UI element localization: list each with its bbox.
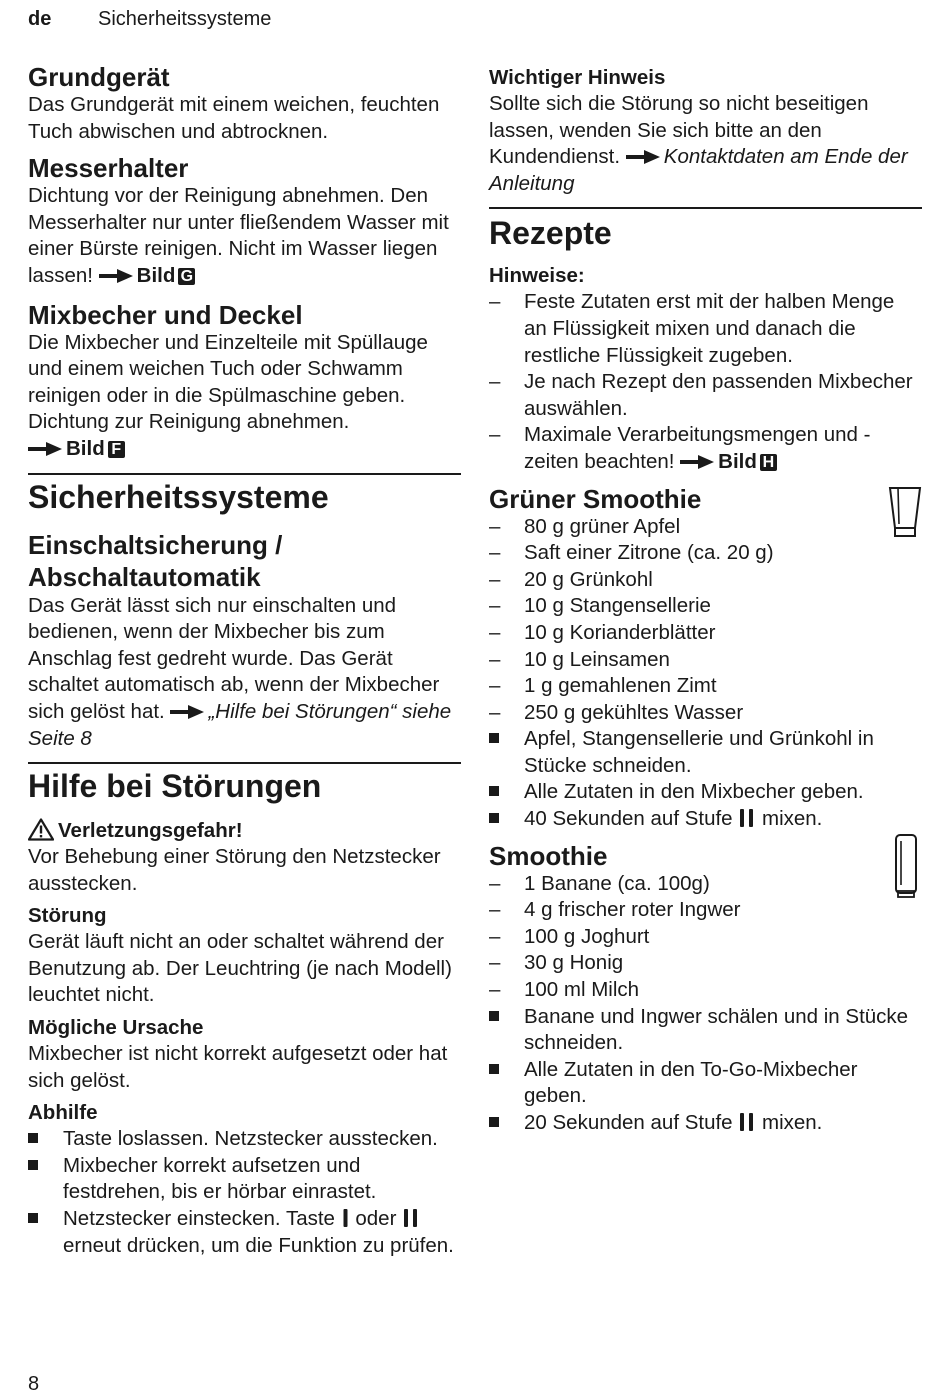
bullet-square-icon — [489, 1011, 499, 1021]
figure-letter-g: G — [178, 268, 195, 285]
list-item: – 10 g Stangensellerie — [489, 594, 711, 618]
language-code: de — [28, 8, 52, 30]
figure-letter-f: F — [108, 441, 125, 458]
page-number: 8 — [28, 1373, 40, 1395]
bullet-square-icon — [489, 786, 499, 796]
bullet-square-icon — [28, 1213, 38, 1223]
list-item: – Saft einer Zitrone (ca. 20 g) — [489, 541, 774, 565]
heading-wichtiger-hinweis: Wichtiger Hinweis — [489, 66, 666, 89]
list-item: – 80 g grüner Apfel — [489, 514, 681, 538]
arrow-right-icon — [680, 455, 714, 469]
abhilfe-step-3-part-b: oder — [355, 1207, 397, 1231]
list-item: – 1 g gemahlenen Zimt — [489, 674, 717, 698]
text-stoerung: Gerät läuft nicht an oder schaltet während der Benutzung ab. Der Leuchtring (je nach Modell) leuchtet nicht. — [28, 930, 452, 1007]
list-item — [28, 1126, 461, 1153]
heading-rezepte: Rezepte — [489, 215, 612, 252]
arrow-right-icon — [170, 705, 204, 719]
list-item — [489, 1004, 922, 1057]
abhilfe-step-3-part-c: erneut drücken, um die Funktion zu prüfen. — [63, 1233, 454, 1257]
bullet-square-icon — [28, 1160, 38, 1170]
ingredient: 30 g Honig — [524, 951, 624, 975]
abhilfe-step-2: Mixbecher korrekt aufsetzen und festdrehen, bis er hörbar einrastet. — [63, 1153, 377, 1204]
recipe-smoothie — [489, 841, 922, 871]
abhilfe-step-1: Taste loslassen. Netzstecker ausstecken. — [63, 1127, 438, 1151]
section-divider — [489, 207, 922, 209]
smoothie-ingredients-list — [489, 871, 922, 1137]
hinweise-list — [489, 289, 922, 475]
list-item: – 1 Banane (ca. 100g) — [489, 871, 710, 895]
list-item — [489, 779, 922, 806]
list-item — [489, 1110, 922, 1137]
text-sicherheit — [28, 593, 461, 753]
speed-level-2-icon — [402, 1208, 420, 1228]
list-item: – 250 g gekühltes Wasser — [489, 700, 744, 724]
warning-title: Verletzungsgefahr! — [58, 819, 243, 843]
speed-level-2-icon — [738, 808, 756, 828]
subheading-line-1: Einschaltsicherung / — [28, 529, 283, 560]
ingredient: 10 g Leinsamen — [524, 647, 670, 671]
arrow-right-icon — [626, 150, 660, 164]
list-item: – Maximale Verarbeitungsmengen und -zeiten beachten! Bild H — [489, 423, 871, 473]
subheading-line-2: Abschaltautomatik — [28, 561, 261, 592]
ingredient: 250 g gekühltes Wasser — [524, 700, 744, 724]
recipe-step: Alle Zutaten in den To-Go-Mixbecher geben. — [524, 1057, 858, 1108]
heading-mixbecher: Mixbecher und Deckel — [28, 299, 303, 330]
recipe-step: 40 Sekunden auf Stufe — [524, 807, 733, 831]
section-divider — [28, 473, 461, 475]
warning-triangle-icon — [28, 818, 54, 841]
list-item — [28, 1153, 461, 1206]
speed-level-2-icon — [738, 1112, 756, 1132]
page-header — [28, 6, 271, 32]
list-item: – 30 g Honig — [489, 951, 624, 975]
list-item: – 10 g Leinsamen — [489, 647, 670, 671]
hinweis-body: Sollte sich die Störung so nicht beseitigen lassen, wenden Sie sich bitte an den Kundendienst. — [489, 92, 869, 169]
list-item: – 10 g Korianderblätter — [489, 620, 716, 644]
ref-bild-label: Bild — [136, 263, 176, 287]
text-messerhalter — [28, 183, 461, 289]
speed-level-1-icon — [341, 1208, 350, 1228]
sicherheit-body: Das Gerät lässt sich nur einschalten und bedienen, wenn der Mixbecher bis zum Anschlag fest gedreht wurde. Das Gerät schaltet automatisch ab, wenn der Mixbecher sich gelöst hat. — [28, 593, 440, 723]
left-column — [28, 62, 461, 1259]
heading-ursache: Mögliche Ursache — [28, 1016, 204, 1040]
list-item: – 100 ml Milch — [489, 978, 640, 1002]
ref-bild-label: Bild — [718, 449, 757, 473]
text-grundgeraet: Das Grundgerät mit einem weichen, feuchten Tuch abwischen und abtrocknen. — [28, 93, 440, 143]
figure-letter-h: H — [760, 454, 777, 471]
gruener-ingredients-list — [489, 514, 922, 833]
abhilfe-step-3-part-a: Netzstecker einstecken. Taste — [63, 1207, 335, 1231]
bullet-square-icon — [489, 1064, 499, 1074]
ingredient: 10 g Korianderblätter — [524, 620, 716, 644]
ingredient: 100 ml Milch — [524, 978, 640, 1002]
heading-grundgeraet: Grundgerät — [28, 62, 170, 92]
warning-heading — [28, 818, 461, 844]
list-item — [28, 1206, 461, 1259]
heading-sicherheitssysteme: Sicherheitssysteme — [28, 478, 329, 515]
ref-bild-label: Bild — [66, 436, 105, 460]
text-ursache: Mixbecher ist nicht korrekt aufgesetzt oder hat sich gelöst. — [28, 1042, 448, 1092]
warning-text: Vor Behebung einer Störung den Netzstecker ausstecken. — [28, 845, 441, 895]
bullet-square-icon — [489, 813, 499, 823]
bullet-square-icon — [489, 1117, 499, 1127]
list-item: – 4 g frischer roter Ingwer — [489, 898, 741, 922]
abhilfe-list — [28, 1126, 461, 1259]
heading-einschaltsicherung — [28, 529, 461, 593]
list-item: – Je nach Rezept den passenden Mixbecher auswählen. — [489, 370, 913, 420]
ingredient: 10 g Stangensellerie — [524, 594, 711, 618]
messerhalter-body: Dichtung vor der Reinigung abnehmen. Den Messerhalter nur unter fließendem Wasser mit einer Bürste reinigen. Nicht im Wasser liegen lassen! — [28, 184, 449, 287]
ingredient: 80 g grüner Apfel — [524, 514, 681, 538]
recipe-gruener-smoothie — [489, 484, 922, 514]
bullet-square-icon — [489, 733, 499, 743]
ingredient: 100 g Joghurt — [524, 924, 650, 948]
header-section-title: Sicherheitssysteme — [98, 8, 272, 30]
list-item: – 100 g Joghurt — [489, 924, 650, 948]
bullet-square-icon — [28, 1133, 38, 1143]
ref-kontaktdaten-link[interactable]: Kontaktdaten am Ende der Anleitung — [489, 145, 908, 195]
heading-messerhalter: Messerhalter — [28, 153, 189, 184]
heading-hinweise: Hinweise: — [489, 264, 585, 288]
heading-smoothie: Smoothie — [489, 840, 608, 871]
hinweis-1: Feste Zutaten erst mit der halben Menge an Flüssigkeit mixen und danach die restliche Flüssigkeit zugeben. — [524, 290, 895, 367]
list-item: – 20 g Grünkohl — [489, 567, 653, 591]
ref-hilfe-link[interactable]: „Hilfe bei Störungen“ siehe Seite 8 — [28, 699, 452, 750]
right-column — [489, 65, 922, 1137]
heading-gruener-smoothie: Grüner Smoothie — [489, 483, 702, 514]
ingredient: 4 g frischer roter Ingwer — [524, 898, 741, 922]
hinweis-3: Maximale Verarbeitungsmengen und -zeiten beachten! — [524, 423, 871, 473]
recipe-step-end: mixen. — [762, 807, 823, 831]
text-mixbecher: Die Mixbecher und Einzelteile mit Spüllauge und einem weichen Tuch oder Schwamm reinigen oder in die Spülmaschine geben. Dichtung zur Reinigung abnehmen. — [28, 330, 428, 434]
text-wichtiger-hinweis — [489, 91, 922, 197]
arrow-right-icon — [28, 442, 62, 456]
hinweis-2: Je nach Rezept den passenden Mixbecher auswählen. — [524, 370, 913, 420]
recipe-step: 20 Sekunden auf Stufe — [524, 1111, 733, 1134]
ingredient: 1 Banane (ca. 100g) — [524, 871, 710, 895]
heading-abhilfe: Abhilfe — [28, 1101, 98, 1125]
recipe-step: Banane und Ingwer schälen und in Stücke schneiden. — [524, 1004, 909, 1055]
ingredient: Saft einer Zitrone (ca. 20 g) — [524, 541, 774, 565]
ingredient: 20 g Grünkohl — [524, 567, 653, 591]
recipe-step: Alle Zutaten in den Mixbecher geben. — [524, 780, 864, 804]
heading-stoerung: Störung — [28, 904, 107, 928]
recipe-step-end: mixen. — [762, 1111, 823, 1134]
arrow-right-icon — [99, 269, 133, 283]
section-divider — [28, 762, 461, 764]
recipe-step: Apfel, Stangensellerie und Grünkohl in Stücke schneiden. — [524, 727, 874, 777]
list-item — [489, 806, 922, 833]
list-item — [489, 1057, 922, 1110]
list-item: – Feste Zutaten erst mit der halben Menge an Flüssigkeit mixen und danach die restliche Flüssigkeit zugeben. — [489, 290, 895, 367]
heading-hilfe-bei-stoerungen: Hilfe bei Störungen — [28, 768, 322, 805]
ref-mixbecher — [28, 436, 461, 463]
list-item — [489, 726, 922, 779]
ingredient: 1 g gemahlenen Zimt — [524, 674, 717, 698]
